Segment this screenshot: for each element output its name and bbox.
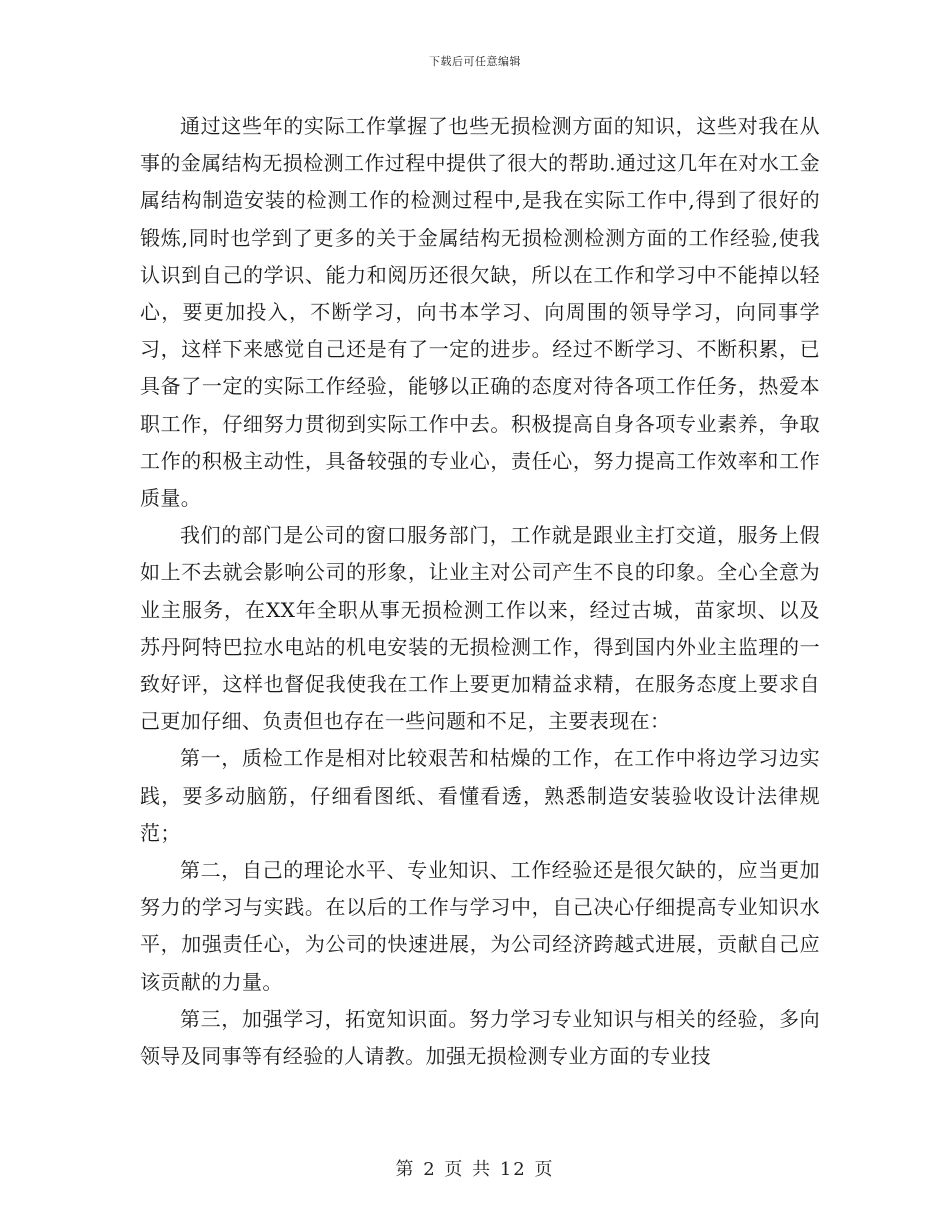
page-header: 下载后可任意编辑 (429, 55, 521, 68)
page-number-footer: 第 2 页 共 12 页 (395, 1159, 555, 1180)
document-body (140, 108, 820, 1075)
paragraph-1: 通过这些年的实际工作掌握了也些无损检测方面的知识，这些对我在从事的金属结构无损检测工作过程中提供了很大的帮助.通过这几年在对水工金属结构制造安装的检测工作的检测过程中,是我在实际工作中,得到了很好的锻炼,同时也学到了更多的关于金属结构无损检测检测方面的工作经验,使我认识到自己的学识、能力和阅历还很欠缺，所以在工作和学习中不能掉以轻心，要更加投入，不断学习，向书本学习、向周围的领导学习，向同事学习，这样下来感觉自己还是有了一定的进步。经过不断学习、不断积累，已具备了一定的实际工作经验，能够以正确的态度对待各项工作任务，热爱本职工作，仔细努力贯彻到实际工作中去。积极提高自身各项专业素养，争取工作的积极主动性，具备较强的专业心，责任心，努力提高工作效率和工作质量。 (140, 114, 820, 511)
paragraph-4: 第二，自己的理论水平、专业知识、工作经验还是很欠缺的，应当更加努力的学习与实践。在以后的工作与学习中，自己决心仔细提高专业知识水平，加强责任心，为公司的快速进展，为公司经济跨越式进展，贡献自己应该贡献的力量。 (140, 858, 820, 994)
paragraph-5: 第三，加强学习，拓宽知识面。努力学习专业知识与相关的经验，多向领导及同事等有经验的人请教。加强无损检测专业方面的专业技 (140, 1006, 820, 1069)
paragraph-2: 我们的部门是公司的窗口服务部门，工作就是跟业主打交道，服务上假如上不去就会影响公司的形象，让业主对公司产生不良的印象。全心全意为业主服务，在XX年全职从事无损检测工作以来，经过古城，苗家坝、以及苏丹阿特巴拉水电站的机电安装的无损检测工作，得到国内外业主监理的一致好评，这样也督促我使我在工作上要更加精益求精，在服务态度上要求自己更加仔细、负责但也存在一些问题和不足，主要表现在： (140, 523, 820, 734)
paragraph-3: 第一，质检工作是相对比较艰苦和枯燥的工作，在工作中将边学习边实践，要多动脑筋，仔细看图纸、看懂看透，熟悉制造安装验收设计法律规范； (140, 746, 820, 845)
